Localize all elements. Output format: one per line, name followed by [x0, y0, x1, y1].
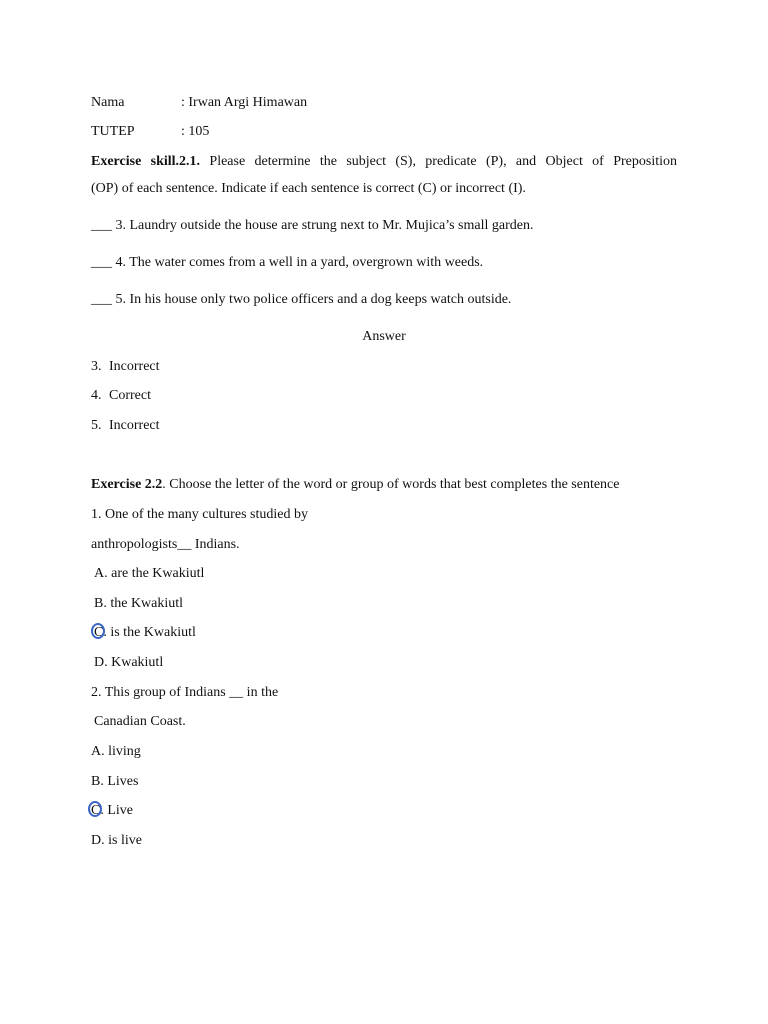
tutep-label: TUTEP: [91, 124, 135, 139]
answer-text: Correct: [109, 388, 151, 403]
exercise1-item-3: ___ 3. Laundry outside the house are strung next to Mr. Mujica’s small garden.: [91, 218, 534, 233]
circle-mark-icon: [88, 801, 102, 817]
answer-item: [91, 417, 160, 435]
q1-option-d: D. Kwakiutl: [94, 655, 164, 670]
exercise2-title: Exercise 2.2: [91, 477, 163, 492]
answer-item: [91, 358, 160, 376]
q1-option-a: A. are the Kwakiutl: [94, 566, 205, 581]
answer-item: [91, 387, 151, 405]
exercise1-instruction-text1: Please determine the subject (S), predicate (P), and Object of Preposition: [209, 154, 677, 169]
exercise1-title: Exercise skill.2.1.: [91, 154, 201, 169]
answer-text: Incorrect: [109, 418, 160, 433]
exercise1-item-4: ___ 4. The water comes from a well in a yard, overgrown with weeds.: [91, 255, 484, 270]
tutep-row: [91, 123, 209, 141]
exercise1-item-5: ___ 5. In his house only two police officers and a dog keeps watch outside.: [91, 292, 512, 307]
answer-heading: Answer: [362, 329, 406, 344]
q2-option-a: A. living: [91, 744, 141, 759]
name-label: Nama: [91, 95, 125, 110]
q1-option-b: B. the Kwakiutl: [94, 596, 184, 611]
answer-number: 4.: [91, 388, 102, 403]
q2-option-c: [91, 802, 133, 820]
q2-option-b: B. Lives: [91, 774, 139, 789]
selected-answer-mark: [94, 624, 103, 642]
option-letter: C: [94, 625, 104, 640]
answer-number: 3.: [91, 359, 102, 374]
exercise1-instruction-line1: [91, 153, 677, 171]
option-text: . Live: [100, 803, 133, 818]
circle-mark-icon: [91, 623, 105, 639]
question-1-line2: anthropologists__ Indians.: [91, 537, 240, 552]
option-text: . is the Kwakiutl: [103, 625, 196, 640]
name-row: [91, 94, 307, 112]
name-value: : Irwan Argi Himawan: [181, 95, 308, 110]
exercise1-instruction-line2: (OP) of each sentence. Indicate if each sentence is correct (C) or incorrect (I).: [91, 181, 526, 196]
question-2-line1: 2. This group of Indians __ in the: [91, 685, 279, 700]
question-1-line1: 1. One of the many cultures studied by: [91, 507, 308, 522]
exercise2-instruction-text: . Choose the letter of the word or group of words that best completes the sentence: [162, 477, 620, 492]
tutep-value: : 105: [181, 124, 210, 139]
exercise2-instruction: [91, 476, 620, 494]
q1-option-c: [94, 624, 196, 642]
selected-answer-mark: [91, 802, 100, 820]
answer-number: 5.: [91, 418, 102, 433]
answer-text: Incorrect: [109, 359, 160, 374]
q2-option-d: D. is live: [91, 833, 142, 848]
option-letter: C: [91, 803, 101, 818]
question-2-line2: Canadian Coast.: [94, 714, 186, 729]
